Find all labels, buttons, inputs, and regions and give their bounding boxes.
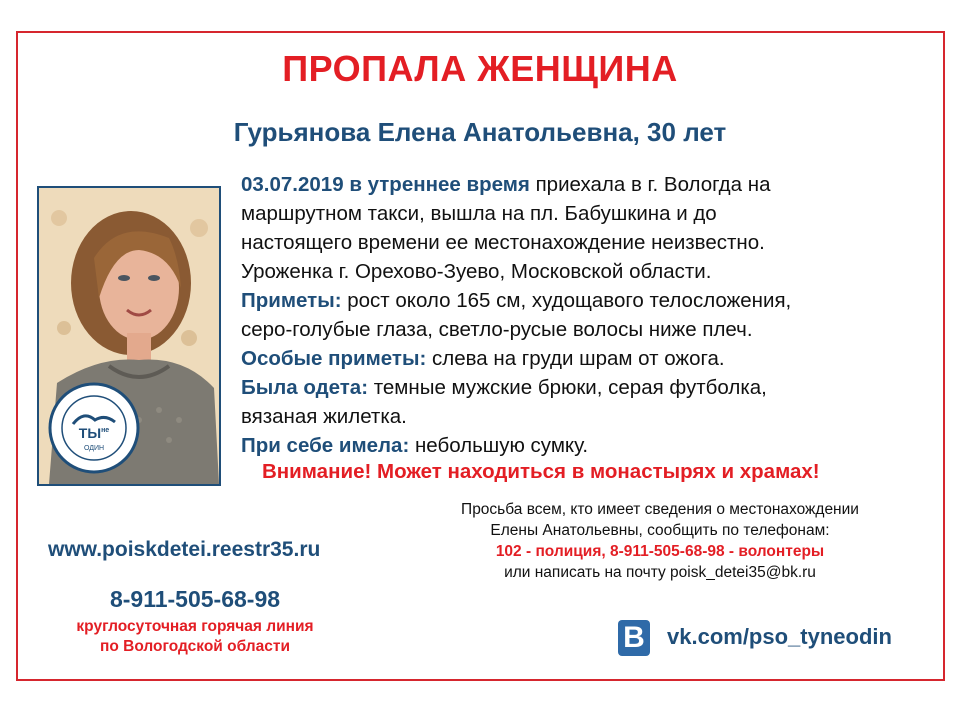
missing-person-photo bbox=[37, 186, 221, 486]
clothes-label: Была одета: bbox=[241, 376, 369, 399]
special-signs-label: Особые приметы: bbox=[241, 347, 427, 370]
hotline-line-1: круглосуточная горячая линия bbox=[76, 618, 314, 635]
website-link[interactable]: www.poiskdetei.reestr35.ru bbox=[48, 538, 321, 561]
vk-icon[interactable]: В bbox=[618, 620, 650, 656]
circumstances-text-1: приехала в г. Вологда на bbox=[535, 173, 771, 196]
missing-person-name: Гурьянова Елена Анатольевна, 30 лет bbox=[233, 117, 727, 147]
carried-line bbox=[241, 431, 941, 460]
birthplace-text: Уроженка г. Орехово-Зуево, Московской области. bbox=[241, 260, 712, 283]
carried-text: небольшую сумку. bbox=[414, 434, 589, 457]
svg-text:ТЫне: $ТЫ^{не}$ bbox=[78, 425, 110, 441]
request-phones: 102 - полиция, 8-911-505-68-98 - волонтеры bbox=[495, 543, 825, 560]
vk-link[interactable]: vk.com/pso_tyneodin bbox=[667, 624, 892, 649]
description-line-1 bbox=[241, 170, 941, 199]
special-signs-text: слева на груди шрам от ожога. bbox=[432, 347, 725, 370]
time-text: в утреннее время bbox=[349, 173, 530, 196]
special-signs-line bbox=[241, 344, 941, 373]
warning-text: Внимание! Может находиться в монастырях и храмах! bbox=[262, 460, 820, 483]
circumstances-text-3: настоящего времени ее местонахождение неизвестно. bbox=[241, 231, 765, 254]
hotline-description bbox=[0, 617, 390, 657]
signs-line-1 bbox=[241, 286, 941, 315]
description-block bbox=[241, 170, 941, 460]
organization-logo bbox=[50, 384, 138, 472]
request-line-1: Просьба всем, кто имеет сведения о местонахождении bbox=[461, 501, 859, 518]
carried-label: При себе имела: bbox=[241, 434, 410, 457]
request-line-2: Елены Анатольевны, сообщить по телефонам: bbox=[490, 522, 830, 539]
circumstances-text-2: маршрутном такси, вышла на пл. Бабушкина и до bbox=[241, 202, 717, 225]
request-block bbox=[380, 499, 940, 583]
request-email-line: или написать на почту poisk_detei35@bk.ru bbox=[504, 564, 816, 581]
hotline-line-2: по Вологодской области bbox=[99, 638, 290, 655]
clothes-text-2: вязаная жилетка. bbox=[241, 405, 407, 428]
poster-title: ПРОПАЛА ЖЕНЩИНА bbox=[282, 48, 678, 89]
date-text: 03.07.2019 bbox=[241, 173, 344, 196]
clothes-line-1 bbox=[241, 373, 941, 402]
signs-text-1: рост около 165 см, худощавого телосложения, bbox=[347, 289, 792, 312]
clothes-text-1: темные мужские брюки, серая футболка, bbox=[373, 376, 767, 399]
svg-text:ОДИН: ОДИН bbox=[83, 445, 105, 452]
hotline-phone[interactable]: 8-911-505-68-98 bbox=[109, 586, 281, 612]
signs-label: Приметы: bbox=[241, 289, 342, 312]
signs-text-2: серо-голубые глаза, светло-русые волосы ниже плеч. bbox=[241, 318, 753, 341]
